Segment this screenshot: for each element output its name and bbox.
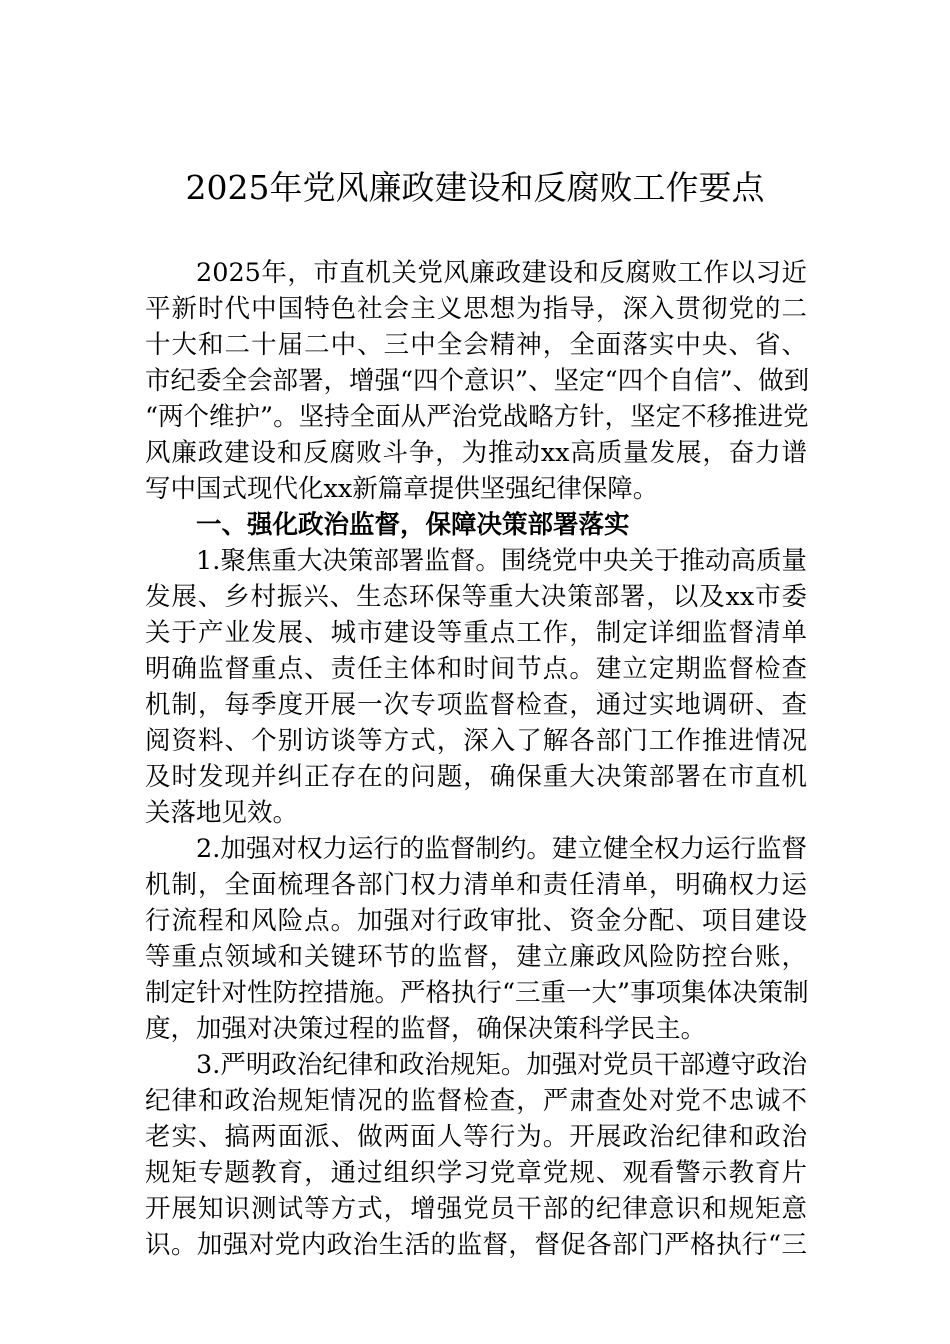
text-line: 3.严明政治纪律和政治规矩。加强对党员干部遵守政治 — [196, 1050, 807, 1080]
text-line: 老实、搞两面派、做两面人等行为。开展政治纪律和政治 — [145, 1122, 807, 1152]
text-line: 纪律和政治规矩情况的监督检查，严肃查处对党不忠诚不 — [145, 1086, 807, 1116]
text-line: 机制，全面梳理各部门权力清单和责任清单，明确权力运 — [145, 870, 807, 900]
text-line: 度，加强对决策过程的监督，确保决策科学民主。 — [145, 1014, 707, 1044]
paragraph — [145, 831, 807, 1047]
paragraph — [145, 255, 810, 507]
text-line: 开展知识测试等方式，增强党员干部的纪律意识和规矩意 — [145, 1194, 807, 1224]
text-line: 关于产业发展、城市建设等重点工作，制定详细监督清单 — [145, 618, 807, 648]
text-line: 十大和二十届二中、三中全会精神，全面落实中央、省、 — [145, 330, 807, 360]
text-line: 平新时代中国特色社会主义思想为指导，深入贯彻党的二 — [145, 294, 807, 324]
document-body — [145, 255, 810, 1263]
section-heading — [145, 507, 807, 543]
document-title: 2025年党风廉政建设和反腐败工作要点 — [185, 168, 765, 207]
text-line: 关落地见效。 — [145, 798, 299, 828]
paragraph — [145, 1047, 807, 1263]
text-line: 风廉政建设和反腐败斗争，为推动xx高质量发展，奋力谱 — [145, 438, 807, 468]
text-line: 制定针对性防控措施。严格执行“三重一大”事项集体决策制 — [145, 978, 809, 1008]
text-line: 市纪委全会部署，增强“四个意识”、坚定“四个自信”、做到 — [145, 366, 810, 396]
paragraph — [145, 543, 807, 831]
text-line: 及时发现并纠正存在的问题，确保重大决策部署在市直机 — [145, 762, 807, 792]
text-line: 2025年，市直机关党风廉政建设和反腐败工作以习近 — [196, 258, 807, 288]
text-line: 2.加强对权力运行的监督制约。建立健全权力运行监督 — [196, 834, 807, 864]
text-line: 发展、乡村振兴、生态环保等重大决策部署，以及xx市委 — [145, 582, 807, 612]
text-line: 机制，每季度开展一次专项监督检查，通过实地调研、查 — [145, 690, 807, 720]
text-line: “两个维护”。坚持全面从严治党战略方针，坚定不移推进党 — [145, 402, 809, 432]
text-line: 1.聚焦重大决策部署监督。围绕党中央关于推动高质量 — [196, 546, 807, 576]
text-line: 阅资料、个别访谈等方式，深入了解各部门工作推进情况 — [145, 726, 807, 756]
text-line: 行流程和风险点。加强对行政审批、资金分配、项目建设 — [145, 906, 807, 936]
text-line: 写中国式现代化xx新篇章提供坚强纪律保障。 — [145, 474, 659, 504]
text-line: 识。加强对党内政治生活的监督，督促各部门严格执行“三 — [145, 1230, 807, 1260]
text-line: 规矩专题教育，通过组织学习党章党规、观看警示教育片 — [145, 1158, 807, 1188]
heading-line: 一、强化政治监督，保障决策部署落实 — [196, 510, 630, 540]
text-line: 等重点领域和关键环节的监督，建立廉政风险防控台账， — [145, 942, 807, 972]
text-line: 明确监督重点、责任主体和时间节点。建立定期监督检查 — [145, 654, 807, 684]
